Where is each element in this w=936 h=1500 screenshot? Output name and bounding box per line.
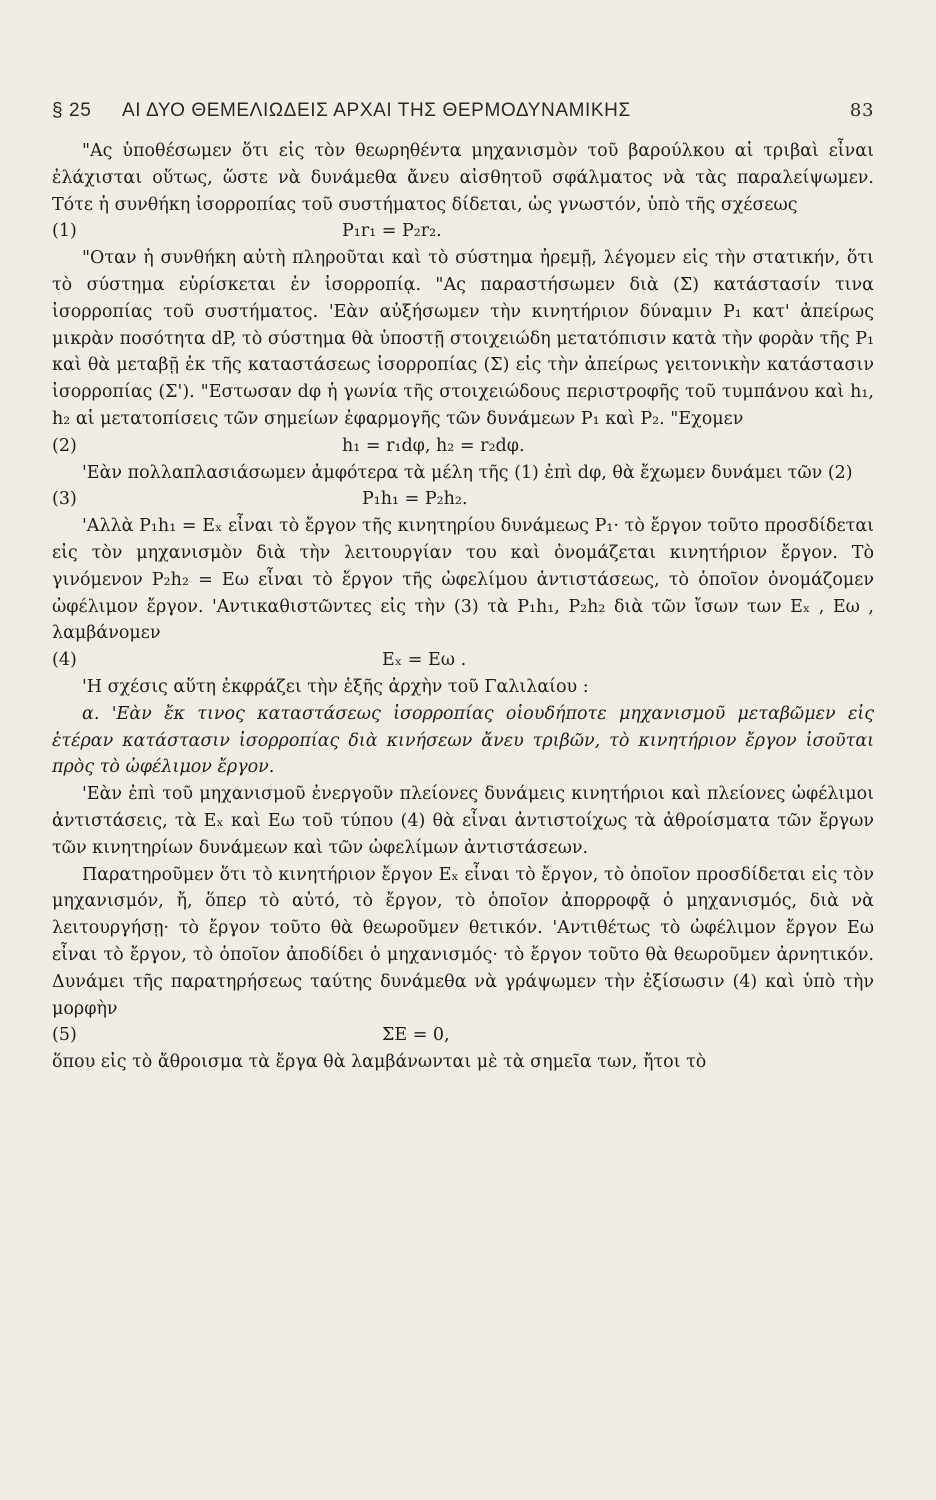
paragraph-4: 'Αλλὰ P₁h₁ = Eₓ εἶναι τὸ ἔργον τῆς κινητηρίου δυνάμεως P₁· τὸ ἔργον τοῦτο προσδίδεται εἰς τὸν μηχανισμὸν διὰ τὴν λειτουργίαν του καὶ ὀνομάζεται κινητήριον ἔργον. Τὸ γινόμενον P₂h₂ = Eω εἶναι τὸ ἔργον τῆς ὠφελίμου ἀντιστάσεως, τὸ ὁποῖον ὀνομάζομεν ὠφέλιμον ἔργον. 'Αντικαθιστῶντες εἰς τὴν (3) τὰ P₁h₁, P₂h₂ διὰ τῶν ἴσων των Eₓ , Eω , λαμβάνομεν (52, 516, 874, 644)
principle-label: α. (82, 703, 100, 724)
running-header (52, 100, 874, 130)
equation-1 (52, 218, 874, 245)
paragraph-3: 'Εὰν πολλαπλασιάσωμεν ἀμφότερα τὰ μέλη τῆς (1) ἐπὶ dφ, θὰ ἔχωμεν δυνάμει τῶν (2) (82, 462, 853, 483)
equation-formula: Eₓ = Eω . (382, 650, 467, 671)
principle-text: 'Εὰν ἔκ τινος καταστάσεως ἰσορροπίας οἱουδήποτε μηχανισμοῦ μεταβῶμεν εἰς ἑτέραν κατάστασιν ἰσορροπίας διὰ κινήσεων ἄνευ τριβῶν, τὸ κινητήριον ἔργον ἰσοῦται πρὸς τὸ ὠφέλιμον ἔργον. (52, 703, 874, 778)
equation-number: (5) (52, 1025, 77, 1046)
principle-statement (52, 701, 874, 781)
equation-number: (1) (52, 221, 77, 242)
page-number: 83 (849, 100, 874, 121)
equation-formula: ΣE = 0, (382, 1025, 450, 1046)
equation-number: (2) (52, 435, 77, 456)
equation-3 (52, 486, 874, 513)
equation-formula: P₁r₁ = P₂r₂. (342, 221, 442, 242)
equation-formula: h₁ = r₁dφ, h₂ = r₂dφ. (342, 435, 525, 456)
equation-number: (4) (52, 650, 77, 671)
equation-4 (52, 647, 874, 674)
equation-formula: P₁h₁ = P₂h₂. (362, 489, 468, 510)
body-text (52, 138, 874, 1076)
section-number: § 25 (52, 100, 92, 121)
paragraph-7: 'Εὰν ἐπὶ τοῦ μηχανισμοῦ ἐνεργοῦν πλείονες δυνάμεις κινητήριοι καὶ πλείονες ὠφέλιμοι ἀντιστάσεις, τὰ Eₓ καὶ Eω τοῦ τύπου (4) θὰ εἶναι ἀντιστοίχως τὰ ἀθροίσματα τῶν ἔργων τῶν κινητηρίων δυνάμεων καὶ τῶν ὠφελίμων ἀντιστάσεων. (52, 784, 874, 858)
equation-number: (3) (52, 489, 77, 510)
equation-2 (52, 433, 874, 460)
equation-5 (52, 1022, 874, 1049)
paragraph-1: "Ας ὑποθέσωμεν ὅτι εἰς τὸν θεωρηθέντα μηχανισμὸν τοῦ βαρούλκου αἱ τριβαὶ εἶναι ἐλάχισται οὕτως, ὥστε νὰ δυνάμεθα ἄνευ αἰσθητοῦ σφάλματος νὰ τὰς παραλείψωμεν. Τότε ἡ συνθήκη ἰσορροπίας τοῦ συστήματος δίδεται, ὡς γνωστόν, ὑπὸ τῆς σχέσεως (52, 141, 874, 215)
paragraph-5: 'Η σχέσις αὕτη ἐκφράζει τὴν ἑξῆς ἀρχὴν τοῦ Γαλιλαίου : (82, 676, 589, 697)
paragraph-2: "Οταν ἡ συνθήκη αὐτὴ πληροῦται καὶ τὸ σύστημα ἠρεμῇ, λέγομεν εἰς τὴν στατικήν, ὅτι τὸ σύστημα εὑρίσκεται ἐν ἰσορροπίᾳ. "Ας παραστήσωμεν διὰ (Σ) κατάστασίν τινα ἰσορροπίας τοῦ συστήματος. 'Εὰν αὐξήσωμεν τὴν κινητήριον δύναμιν P₁ κατ' ἀπείρως μικρὰν ποσότητα dP, τὸ σύστημα θὰ ὑποστῇ στοιχειώδη μετατόπισιν κατὰ τὴν φορὰν τῆς P₁ καὶ θὰ μεταβῇ ἐκ τῆς καταστάσεως ἰσορροπίας (Σ) εἰς τὴν ἀπείρως γειτονικὴν κατάστασιν ἰσορροπίας (Σ'). "Εστωσαν dφ ἡ γωνία τῆς στοιχειώδους περιστροφῆς τοῦ τυμπάνου καὶ h₁, h₂ αἱ μετατοπίσεις τῶν σημείων ἐφαρμογῆς τῶν δυνάμεων P₁ καὶ P₂. "Εχομεν (52, 248, 874, 429)
chapter-title: ΑΙ ΔΥΟ ΘΕΜΕΛΙΩΔΕΙΣ ΑΡΧΑΙ ΤΗΣ ΘΕΡΜΟΔΥΝΑΜΙΚΗΣ (122, 100, 631, 121)
paragraph-8: Παρατηροῦμεν ὅτι τὸ κινητήριον ἔργον Eₓ εἶναι τὸ ἔργον, τὸ ὁποῖον προσδίδεται εἰς τὸν μηχανισμόν, ἤ, ὅπερ τὸ αὐτό, τὸ ἔργον, τὸ ὁποῖον ἀπορροφᾷ ὁ μηχανισμός, διὰ νὰ λειτουργήσῃ· τὸ ἔργον τοῦτο θὰ θεωροῦμεν θετικόν. 'Αντιθέτως τὸ ὠφέλιμον ἔργον Eω εἶναι τὸ ἔργον, τὸ ὁποῖον ἀποδίδει ὁ μηχανισμός· τὸ ἔργον τοῦτο θὰ θεωροῦμεν ἀρνητικόν. Δυνάμει τῆς παρατηρήσεως ταύτης δυνάμεθα νὰ γράψωμεν τὴν ἐξίσωσιν (4) καὶ ὑπὸ τὴν μορφὴν (52, 864, 874, 1019)
paragraph-9: ὅπου εἰς τὸ ἄθροισμα τὰ ἔργα θὰ λαμβάνωνται μὲ τὰ σημεῖα των, ἤτοι τὸ (52, 1052, 707, 1073)
